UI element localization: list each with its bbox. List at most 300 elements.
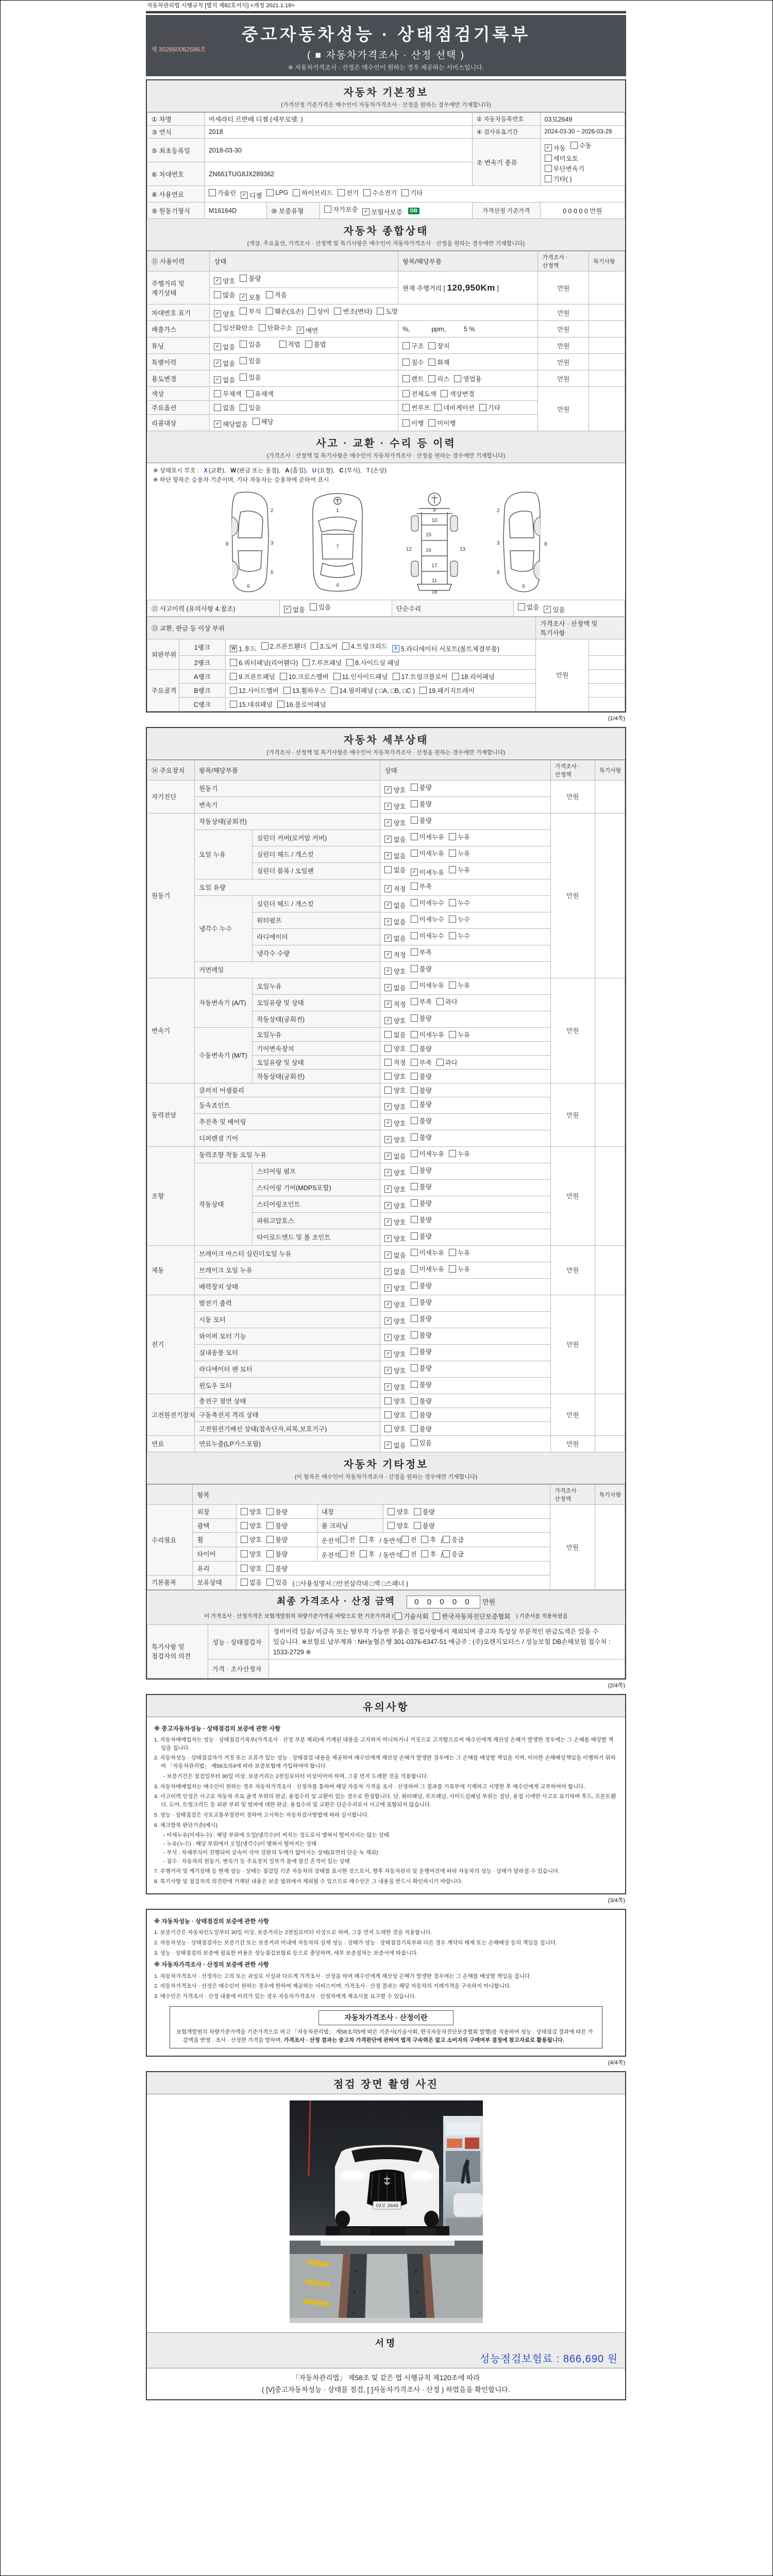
note-cell [589, 387, 625, 431]
checkbox: 누유 [449, 1030, 470, 1039]
price-cell: 만원 [538, 370, 589, 387]
checkbox: 부족 [411, 947, 432, 957]
basic-info-table [147, 112, 625, 219]
checkbox: 응급 [443, 1549, 464, 1558]
checkbox: ✓ 디젤 [241, 191, 262, 200]
checkbox: 네비게이션 [434, 403, 474, 412]
accident-subtitle: (가격조사 · 산정액 및 특기사항은 매수인이 자동차가격조사 · 산정을 원하는 경우에만 기재합니다) [266, 453, 506, 459]
state-checks [380, 1394, 550, 1408]
col-item: 항목/해당부품 [398, 251, 538, 272]
state-checks [380, 1041, 550, 1055]
col-note: 특기사항 [595, 1484, 625, 1504]
table-row: 작동상태(공회전) ✓ 양호 불량 [147, 1011, 625, 1027]
checkbox: 4.트렁크리드 [342, 641, 388, 651]
checkbox: 양호 [384, 1072, 406, 1081]
checkbox: 불량 [414, 1507, 435, 1516]
document-subtitle: ( ■ 자동차가격조사 · 산정 선택 ) [307, 50, 465, 61]
table-row: 고전원전기배선 상태(접속단자,피복,보호기구) 양호 불량 [147, 1421, 625, 1435]
distance-checks [210, 288, 398, 304]
vin-state-checks [210, 304, 538, 321]
basic-info-band [147, 80, 625, 112]
definition-text: 보험개발원의 차량기준가액을 기준가격으로 하고 「자동차관리법」 제58조의5에 따른 기준서(기술사회, 한국자동차진단보증협회 발행)를 적용하여 성능 · 상태점검 결과에 따른 가감액을 반영 · 조사 · 산정한 가격을 말하며, 가격조사 · 산정 결과는 중고차 가격판단에 관하여 법적 구속력은 없고 소비자의 구매여부 결정에 참고자료로 활용됩니다. [176, 2028, 593, 2043]
note-cell [595, 1435, 625, 1452]
vin-value: ZN661TUG8JX289362 [204, 162, 472, 186]
checkbox: 불량 [411, 1099, 432, 1109]
code-u: U [312, 468, 317, 474]
code-x: X [204, 468, 208, 474]
checkbox: ✓ 없음 [384, 835, 406, 844]
checkbox: ✓ 양호 [384, 1234, 406, 1243]
price-cell: 만원 [538, 272, 589, 304]
mileage-value: 120,950Km [447, 282, 495, 293]
field-label: ⑧ 사용연료 [147, 186, 205, 202]
final-price-unit: 만원 [482, 1598, 496, 1606]
table-row: 윈도우 모터 ✓ 양호 불량 [147, 1377, 625, 1394]
checkbox: 양호 [384, 1424, 406, 1433]
checkbox: 누유 [449, 980, 470, 990]
state-checks [380, 1179, 550, 1196]
checkbox: 썬루프 [402, 403, 430, 412]
overall-band [147, 219, 625, 251]
checkbox: 누수 [449, 931, 470, 940]
checkbox: ✓ 양호 [384, 1366, 406, 1375]
document-note: ※ 자동차가격조사 · 산정은 매수인이 원하는 경우 제공하는 서비스입니다. [288, 64, 484, 71]
table-row: 파워고압호스 ✓ 양호 불량 [147, 1212, 625, 1229]
emission-checks [210, 321, 398, 337]
checkbox: 불량 [240, 274, 261, 283]
checkbox: ✓ 양호 [384, 967, 406, 976]
checkbox: 있음 [266, 1578, 288, 1587]
svg-text:12: 12 [406, 547, 412, 552]
checkbox: 양호 [388, 1507, 409, 1516]
car-diagram-underbody [396, 489, 473, 595]
checkbox: 침수 [402, 358, 424, 367]
note-cell [589, 321, 625, 337]
checkbox: 있음 [240, 372, 261, 382]
svg-text:9: 9 [433, 507, 436, 513]
svg-text:6: 6 [497, 570, 500, 575]
note-cell [595, 1245, 625, 1295]
col-note: 특기사항 [595, 760, 625, 780]
checkbox: 미세누유 [411, 1264, 444, 1274]
inspection-photo-front [290, 2100, 483, 2235]
base-price-value: 0 0 0 0 0 만원 [540, 202, 625, 219]
inspection-photo-underbody [290, 2241, 483, 2323]
confirmation-statement: 「자동차관리법」 제58조 및 같은 법 시행규칙 제120조에 따라 ( [V]중고자동차성능 · 상태를 점검, [ ]자동차가격조사 · 산정 ) 하였음을 확인합니다. [147, 2368, 625, 2399]
checkbox: ✓ 없음 [214, 359, 235, 368]
checkbox: 누유 [449, 832, 470, 841]
sub-label: 냉각수 누수 [195, 895, 253, 961]
checkbox: ✓ 양호 [384, 1217, 406, 1227]
state-checks [380, 1196, 550, 1212]
state-checks [236, 1561, 550, 1575]
car-name-value: 마세라티 르반떼 디젤 (세부모델: ) [204, 113, 472, 126]
legend-note: ※ 하단 항목은 승용차 기준이며, 기타 자동차는 승용차에 준하여 표시 [153, 477, 329, 483]
assurance-heading-2: ※ 자동차가격조사 · 산정의 보증에 관한 사항 [154, 1962, 270, 1969]
rankB-items [226, 683, 536, 697]
document-column [146, 0, 626, 2400]
option-item-checks [398, 401, 538, 415]
checkbox: 기타( ) [545, 174, 572, 183]
state-checks [380, 846, 550, 862]
checkbox: ✓ 양호 [214, 309, 235, 318]
table-row [147, 387, 625, 401]
state-checks [380, 1130, 550, 1146]
wheel-position-checks: 운전석 전 후 / 동반석 전 후 / 응급 [317, 1532, 550, 1547]
checkbox: 불량 [411, 1410, 432, 1419]
checkbox: 누유 [449, 1248, 470, 1257]
table-row: 구동축전지 격리 상태 양호 불량 [147, 1408, 625, 1421]
svg-text:6: 6 [271, 570, 274, 575]
car-diagrams [147, 486, 625, 600]
checkbox: 15.대쉬패널 [230, 700, 273, 709]
plate-number-value: 03모2649 [540, 113, 625, 126]
checkbox: 미세누유 [411, 832, 444, 841]
table-row: 기어변속장치 양호 불량 [147, 1041, 625, 1055]
checkbox: 불량 [411, 1380, 432, 1389]
state-checks [380, 1245, 550, 1262]
checkbox: 미세누수 [411, 914, 444, 924]
svg-text:7: 7 [336, 544, 339, 550]
state-checks [380, 813, 550, 829]
price-cell: 만원 [550, 1295, 595, 1394]
rank-label: C랭크 [179, 697, 225, 711]
col-price: 가격조사 · 산정액 [550, 1484, 595, 1504]
checkbox: 부족 [411, 997, 432, 1006]
state-checks [380, 895, 550, 912]
checkbox: 전체도색 [402, 389, 436, 398]
checkbox: 양호 [241, 1535, 262, 1544]
svg-text:2: 2 [271, 508, 274, 514]
rank-label: 1랭크 [179, 639, 225, 656]
field-label: ④ 검사유효기간 [473, 126, 541, 139]
state-checks [380, 1146, 550, 1163]
emission-measure: %, ppm, 5 % [398, 321, 538, 337]
rank2-items [226, 655, 536, 669]
checkbox: 색상변경 [441, 389, 474, 398]
table-row: 실린더 헤드 / 개스킷 ✓ 없음 미세누유 누유 [147, 846, 625, 862]
state-checks [380, 912, 550, 928]
document-number: 제 352660062586호 [151, 46, 206, 53]
basic-info-title: 자동차 기본정보 [343, 87, 429, 98]
state-checks [380, 978, 550, 994]
checkbox: LPG [266, 189, 288, 196]
table-row: 기본품목 보유상태 없음 있음 ( □사용설명서 □안전삼각대 □잭 □스패너 ) [147, 1575, 625, 1589]
checkbox: 불량 [414, 1521, 435, 1530]
simple-repair-label: 단순수리 [392, 600, 513, 617]
opinion-table [147, 1624, 625, 1679]
col-item: 항목 [193, 1484, 550, 1504]
db-insurance-logo: DB [408, 208, 419, 214]
table-row: 자기진단 원동기 ✓ 양호 불량 만원 [147, 780, 625, 796]
checkbox: 11.인사이드패널 [333, 672, 388, 681]
checkbox: ✓ 없음 [284, 605, 305, 614]
rankA-items [226, 669, 536, 683]
code-t: T [366, 468, 371, 474]
panel-rank-table [147, 617, 625, 711]
row-label: 리콜대상 [147, 415, 210, 431]
svg-text:13: 13 [460, 547, 466, 552]
checkbox: 양호 [384, 1086, 406, 1095]
checkbox: 있음 [310, 602, 331, 612]
panel-price-header: 가격조사 · 산정액 및 특기사항 [536, 617, 625, 639]
col-state: 상태 [210, 251, 398, 272]
section-page2 [146, 727, 626, 1680]
rankC-items [226, 697, 536, 711]
state-checks [380, 1083, 550, 1097]
price-cell: 만원 [536, 639, 589, 711]
table-header-row [147, 1484, 625, 1504]
field-label: ⑦ 변속기 종류 [473, 139, 541, 186]
checkbox: 미세누유 [411, 1248, 444, 1257]
tire-position-checks: 운전석 전 후 / 동반석 전 후 / 응급 [317, 1547, 550, 1561]
checkbox: W 1.후드 [230, 644, 257, 653]
checkbox: ✓ 양호 [384, 1184, 406, 1194]
sub-label: 수동변속기 (M/T) [195, 1027, 253, 1083]
col-price: 가격조사 · 산정액 [550, 760, 595, 780]
table-row: 냉각수 누수 실린더 헤드 / 개스킷 ✓ 없음 미세누수 누수 [147, 895, 625, 912]
row-label: 차대번호 표기 [147, 304, 210, 321]
checkbox: 불량 [411, 1072, 432, 1081]
checkbox: 3.도어 [311, 641, 338, 651]
simple-repair-checks [514, 600, 625, 617]
appraiser-label: 가격 · 조사산정자 [208, 1659, 269, 1678]
checkbox: 13.휠하우스 [283, 686, 326, 695]
state-checks [380, 1097, 550, 1113]
basic-info-subtitle: (가격산정 기준가격은 매수인이 자동차가격조사 · 산정을 원하는 경우에만 기재합니다) [281, 102, 491, 108]
table-row: 시동 모터 ✓ 양호 불량 [147, 1311, 625, 1328]
table-row: 스티어링 기어(MDPS포함) ✓ 양호 불량 [147, 1179, 625, 1196]
checkbox: ✓ 양호 [384, 1201, 406, 1210]
table-row [147, 304, 625, 321]
state-checks [380, 1295, 550, 1311]
table-row [147, 202, 625, 219]
checkbox: 일산화탄소 [214, 323, 254, 332]
col-usage-history: ⑪ 사용이력 [147, 251, 210, 272]
svg-text:6: 6 [522, 584, 525, 589]
svg-text:16: 16 [426, 548, 432, 553]
checkbox: ✓ 없음 [384, 901, 406, 910]
checkbox: 부식 [240, 307, 261, 316]
table-row: 광택 양호 불량 룸 크리닝 양호 불량 [147, 1518, 625, 1532]
checkbox: 전기 [338, 188, 359, 197]
checkbox: 변조(변타) [334, 307, 372, 316]
checkbox: 리스 [428, 374, 449, 383]
note-cell [589, 683, 625, 697]
checkbox: 렌트 [402, 374, 424, 383]
code-a: A [285, 468, 290, 474]
price-cell: 만원 [550, 978, 595, 1083]
checkbox: ✓ 양호 [384, 1349, 406, 1359]
table-row: 타이어 양호 불량 운전석 전 후 / 동반석 전 후 / 응급 [147, 1547, 625, 1561]
price-cell: 만원 [550, 813, 595, 978]
checkbox: 불량 [411, 1231, 432, 1241]
state-checks [380, 780, 550, 796]
checkbox: ✓ 자동 [545, 143, 566, 152]
table-row [147, 272, 625, 288]
state-checks [236, 1547, 317, 1561]
checkbox: 미세누수 [411, 931, 444, 940]
price-cell: 만원 [538, 387, 589, 431]
checkbox: 가솔린 [209, 188, 236, 197]
group-label: 기본품목 [147, 1575, 193, 1589]
checkbox: 후 [360, 1535, 375, 1544]
checkbox: 과다 [436, 1058, 458, 1067]
state-checks [383, 1504, 550, 1518]
recall-checks [210, 415, 398, 431]
table-header-row [147, 617, 625, 639]
state-checks [380, 1163, 550, 1179]
group-label: 외판부위 [147, 639, 179, 670]
checkbox: 미세누수 [411, 898, 444, 907]
note-cell [595, 1504, 625, 1589]
notice-heading: ※ 중고자동차성능 · 상태점검의 보증에 관한 사항 [154, 1725, 281, 1732]
state-checks [380, 1027, 550, 1041]
checkbox: 장치 [428, 341, 449, 350]
checkbox: 누수 [449, 914, 470, 924]
checkbox: ✓ 양호 [384, 1118, 406, 1128]
note-cell [589, 697, 625, 711]
checkbox: 무채색 [214, 389, 241, 398]
row-label: 배출가스 [147, 321, 210, 337]
checkbox: 양호 [241, 1521, 262, 1530]
table-row [147, 126, 625, 139]
accident-band [147, 431, 625, 463]
checkbox: 17.트렁크플로어 [393, 672, 448, 681]
checkbox: 적정 [384, 1058, 406, 1067]
checkbox: 불량 [411, 1132, 432, 1142]
checkbox: 후 [421, 1549, 436, 1558]
accident-title: 사고 · 교환 · 수리 등 이력 [316, 438, 456, 449]
rank1-items [226, 639, 536, 656]
state-checks [236, 1532, 317, 1547]
checkbox: 불량 [411, 1165, 432, 1175]
note-cell [589, 272, 625, 304]
checkbox: ✓ 없음 [384, 983, 406, 992]
table-row: 라디에이터 팬 모터 ✓ 양호 불량 [147, 1361, 625, 1377]
checkbox: 불량 [411, 1424, 432, 1433]
note-cell [589, 337, 625, 354]
checkbox: 누유 [449, 1264, 470, 1274]
table-header-row [147, 760, 625, 780]
definition-title: 자동차가격조사 · 산정이란 [318, 2010, 453, 2025]
field-label: ⑨ 원동기형식 [147, 202, 205, 219]
table-row: 등속죠인트 ✓ 양호 불량 [147, 1097, 625, 1113]
table-header-row [147, 251, 625, 272]
table-row: 휠 양호 불량 운전석 전 후 / 동반석 전 후 / 응급 [147, 1532, 625, 1547]
checkbox: ✓ 양호 [384, 1300, 406, 1309]
checkbox: 없음 [384, 865, 406, 874]
checkbox: 미세누유 [411, 849, 444, 858]
table-row: 와이퍼 모터 기능 ✓ 양호 불량 [147, 1328, 625, 1344]
checkbox: 미세누유 [411, 1149, 444, 1158]
table-row [147, 113, 625, 126]
checkbox: 전 [401, 1535, 416, 1544]
checkbox: ✓ 양호 [384, 1135, 406, 1144]
checkbox: 유채색 [246, 389, 274, 398]
price-cell: 만원 [538, 321, 589, 337]
checkbox: ✓ 양호 [214, 276, 235, 285]
state-checks [380, 1278, 550, 1295]
table-row [147, 370, 625, 387]
blank-header [147, 1484, 193, 1504]
special-history-checks [210, 354, 398, 370]
checkbox: ✓ 양호 [384, 1016, 406, 1025]
table-row: 실내송풍 모터 ✓ 양호 불량 [147, 1344, 625, 1361]
document-header [146, 15, 626, 76]
table-row: 원동기 작동상태(공회전) ✓ 양호 불량 만원 [147, 813, 625, 829]
checkbox: 있음 [240, 356, 261, 365]
overall-title: 자동차 종합상태 [343, 226, 429, 237]
checkbox: 수소전기 [363, 188, 397, 197]
price-appraisal-definition-box [170, 2006, 602, 2049]
table-row: 고전원전기장치 충전구 절연 상태 양호 불량 만원 [147, 1394, 625, 1408]
state-checks [380, 994, 550, 1011]
table-row: 커먼레일 ✓ 양호 불량 [147, 961, 625, 978]
svg-text:03모 2649: 03모 2649 [375, 2203, 398, 2209]
section-page1 [146, 79, 626, 713]
svg-text:3: 3 [497, 540, 500, 546]
checkbox: 이행 [402, 418, 424, 428]
table-row: 실린더 블록 / 오일팬 없음 ✓ 미세누유 누유 [147, 862, 625, 879]
price-cell: 만원 [550, 1245, 595, 1295]
note-cell [589, 655, 625, 669]
checkbox: 자가보증 [324, 205, 358, 214]
checkbox: 6.쿼터패널(리어휀다) [230, 658, 298, 667]
overall-subtitle: (색상, 주요옵션, 가격조사 · 산정액 및 특기사항은 매수인이 자동차가격조사 · 산정을 원하는 경우에만 기재합니다) [247, 241, 525, 247]
price-cell: 만원 [538, 304, 589, 321]
row-label: 주요옵션 [147, 401, 210, 415]
state-checks [380, 961, 550, 978]
group-label: 제동 [147, 1245, 195, 1295]
note-cell [595, 1083, 625, 1146]
checkbox: 전 [340, 1535, 355, 1544]
checkbox: 있음 [240, 340, 261, 349]
checkbox: ✓ 양호 [384, 818, 406, 827]
photos-band [147, 2072, 625, 2094]
checkbox: 전 [340, 1549, 355, 1558]
checkbox: ✓ 양호 [384, 785, 406, 794]
sub-label: 작동상태 [195, 1163, 253, 1245]
checkbox: ✓ 없음 [384, 1440, 406, 1450]
table-row: 수리필요 외장 양호 불량 내장 양호 불량 만원 [147, 1504, 625, 1518]
checkbox: ✓ 양호 [384, 1316, 406, 1326]
final-price-label: 최종 가격조사 · 산정 금액 [276, 1596, 395, 1606]
checkbox: ✓ 없음 [384, 934, 406, 943]
checkbox: ✓ 매연 [297, 326, 318, 335]
checkbox: ✓ 양호 [384, 1102, 406, 1111]
insurance-fee: 성능점검보험료 : 866,690 원 [479, 2353, 618, 2365]
table-row: 타이로드엔드 및 볼 조인트 ✓ 양호 불량 [147, 1229, 625, 1245]
state-checks [380, 1011, 550, 1027]
checkbox: 무단변속기 [545, 164, 584, 173]
checkbox: 불량 [411, 799, 432, 808]
row-label: 용도변경 [147, 370, 210, 387]
signature-title: 서명 [375, 2338, 397, 2349]
assurance-heading-1: ※ 자동차성능 · 상태점검의 보증에 관한 사항 [154, 1918, 270, 1925]
table-row [147, 354, 625, 370]
checkbox: 없음 [384, 1030, 406, 1039]
table-row: 냉각수 수량 ✓ 적정 부족 [147, 945, 625, 961]
final-price-band [147, 1590, 625, 1624]
checkbox: 18.리어패널 [452, 672, 495, 681]
checkbox: ✓ 보험사보증 [362, 207, 402, 216]
checkbox: 누수 [449, 898, 470, 907]
checkbox: 과다 [436, 997, 458, 1006]
table-row: 변속기 자동변속기 (A/T) 오일누유 ✓ 없음 미세누유 누유 만원 [147, 978, 625, 994]
row-label: 특별이력 [147, 354, 210, 370]
section-assurance [146, 1909, 626, 2057]
